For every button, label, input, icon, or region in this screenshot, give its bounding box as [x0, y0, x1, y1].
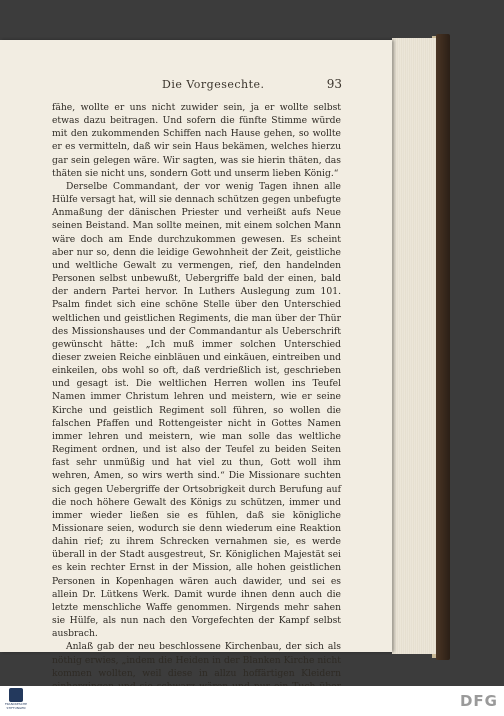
paragraph: Derselbe Commandant, der vor wenig Tagen ihnen alle Hülfe versagt hat, will sie dennach schützen gegen unbefugte Anmaßung der dänischen Priester und verheißt aufs Neue seinen Beistand. Man sollte meinen, mit einem solchen Mann wäre doch am Ende durchzukommen gewesen. Es scheint aber nur so, denn die leidige Gewohnheit der Zeit, geistliche und weltliche Gewalt zu vermengen, rief, den handelnden Personen selbst unbewußt, Uebergriffe bald der einen, bald der andern Partei hervor. In Luthers Auslegung zum 101. Psalm findet sich eine schöne Stelle über den Unterschied weltlichen und geistlichen Regiments, die man über der Thür des Missionshauses und der Commandantur als Ueberschrift gewünscht hätte: „Ich muß immer solchen Unterschied dieser zweien Reiche einbläuen und einkäuen, eintreiben und einkeilen, obs wohl so oft, daß verdrießlich ist, geschrieben und gesagt ist. Die weltlichen Herren wollen ins Teufel Namen immer Christum lehren und meistern, wie er seine Kirche und geistlich Regiment soll führen, so wollen die falschen Pfaffen und Rottengeister nicht in Gottes Namen immer lehren und meistern, wie man solle das weltliche Regiment ordnen, und ist also der Teufel zu beiden Seiten fast sehr unmüßig und hat viel zu thun, Gott woll ihm wehren, Amen, so wirs werth sind.“ Die Missionare suchten sich gegen Uebergriffe der Ortsobrigkeit durch Berufung auf die noch höhere Gewalt des Königs zu schützen, immer und immer wieder ließen sie es fühlen, daß sie königliche Missionare seien, wodurch sie denn wiederum eine Reaktion dahin rief; zu ihrem Schrecken vernahmen sie, es werde überall in der Stadt ausgestreut, Sr. Königlichen Majestät sei es kein rechter Ernst in der Mission, alle hohen geistlichen Personen in Kopenhagen wären auch dawider, und sei es allein Dr. Lütkens Werk. Damit wurde ihnen denn auch die letzte menschliche Waffe genommen. Nirgends mehr sahen sie Hülfe, als nun nach den Vorgefechten der Kampf selbst ausbrach.	[52, 180, 341, 640]
institution-logo-icon	[9, 688, 23, 702]
dfg-logo: DFG	[459, 692, 498, 710]
viewer-footer	[0, 686, 504, 716]
page-number: 93	[326, 77, 342, 91]
book-cover-spine	[436, 34, 450, 660]
running-title: Die Vorgesechte.	[162, 78, 265, 91]
logo-caption: FRANCKESCHE STIFTUNGEN	[4, 702, 28, 710]
paragraph: Anlaß gab der neu beschlossene Kirchenbau, der sich als nöthig erwies, „indem die Heiden in der Blanken Kirche nicht kommen wollten, weil diese in allzu hoffärtigen Kleidern	[52, 641, 341, 679]
page-header	[52, 78, 342, 92]
franckesche-stiftungen-logo	[4, 688, 28, 714]
paragraph: fähe, wollte er uns nicht zuwider sein, ja er wollte selbst etwas dazu beitragen. Und sofern die fünfte Stimme würde mit den zukommenden Schiffen nach Hause gehen, so wollte er es vermitteln, daß wir sein Haus bekämen, welches hierzu gar sein gelegen wäre. Wir sagten, was sie hierin thäten, das thäten sie nicht uns, sondern Gott und unserm lieben König.“	[52, 102, 341, 179]
body-text	[52, 101, 341, 706]
book-page-stack	[392, 38, 438, 654]
